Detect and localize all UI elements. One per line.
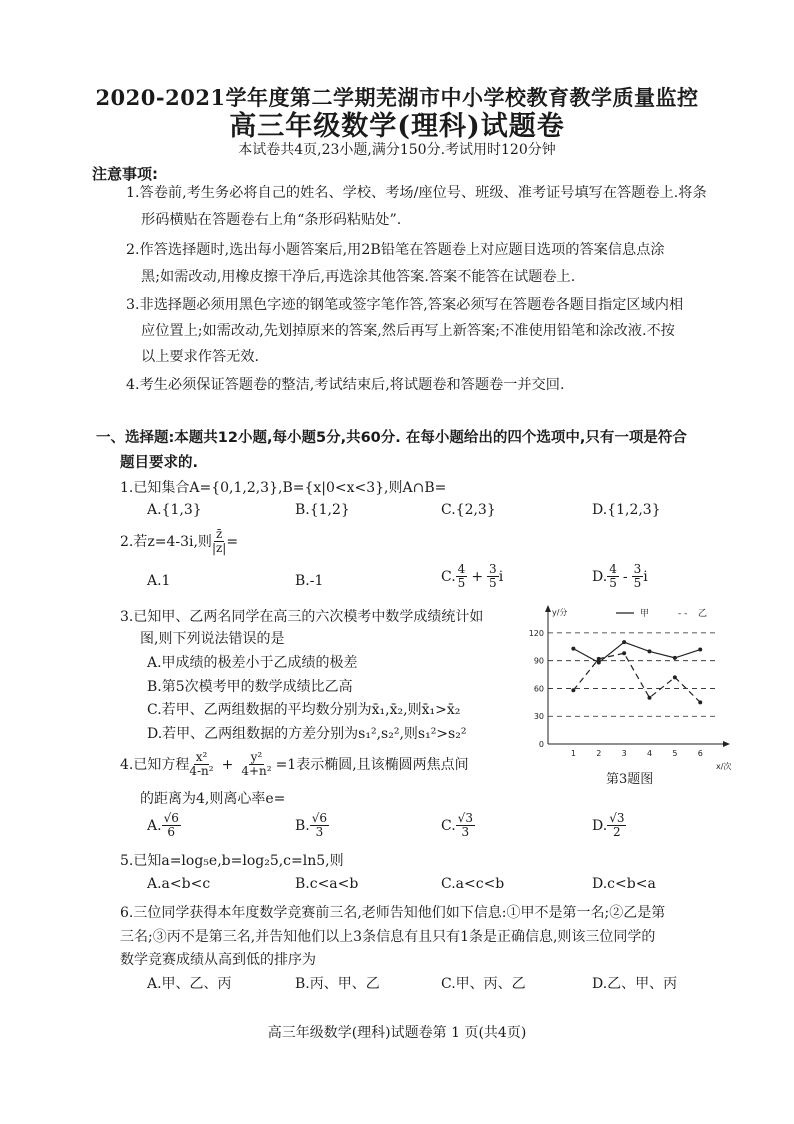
- q3-option-b: B.第5次模考甲的数学成绩比乙高: [147, 679, 353, 695]
- note-line: 4.考生必须保证答题卷的整洁,考试结束后,将试题卷和答题卷一并交回.: [126, 377, 565, 393]
- option-fraction: [162, 812, 181, 839]
- q2-d-op: -: [622, 568, 628, 585]
- legend-label-1: 甲: [640, 609, 650, 619]
- option-fraction: [310, 812, 329, 839]
- frac-num: x²: [195, 750, 208, 764]
- q2-frac-num: z̄: [215, 527, 223, 541]
- exam-title-line2: 高三年级数学(理科)试题卷: [229, 111, 565, 142]
- x-tick-label: 2: [596, 749, 602, 758]
- frac-num: 4: [609, 562, 617, 576]
- data-point: [647, 696, 651, 700]
- q1-option-b: B.{1,2}: [295, 502, 350, 518]
- series-line-1: [573, 642, 700, 662]
- frac-num: √3: [457, 811, 473, 825]
- q2-c-frac2: [487, 563, 499, 590]
- q1-option-c: C.{2,3}: [441, 502, 496, 518]
- q4-option-c: [441, 812, 475, 839]
- y-axis-label: y/分: [552, 608, 568, 617]
- section-line1: 一、选择题:本题共12小题,每小题5分,共60分. 在每小题给出的四个选项中,只有一项是符合: [96, 430, 687, 446]
- q2-d-frac1: [607, 563, 619, 590]
- frac-den: 5: [609, 576, 617, 590]
- q2-option-b: B.-1: [295, 573, 324, 589]
- frac-den: 3: [461, 825, 470, 839]
- q4-frac-x: [189, 751, 213, 778]
- notes-heading: 注意事项:: [92, 165, 158, 183]
- section-line2: 题目要求的.: [120, 455, 199, 471]
- q2-d-i: i: [643, 568, 648, 585]
- data-point: [698, 648, 702, 652]
- frac-den: 5: [633, 576, 642, 590]
- figure-caption: 第3题图: [606, 772, 654, 787]
- data-point: [571, 688, 575, 692]
- note-line: 1.答卷前,考生务必将自己的姓名、学校、考场/座位号、班级、准考证号填写在答题卷上.将条: [126, 185, 707, 201]
- q5-option-b: B.c<a<b: [295, 876, 359, 892]
- option-fraction: [456, 812, 475, 839]
- frac-num: y²: [250, 750, 263, 764]
- q3-option-c: C.若甲、乙两组数据的平均数分别为x̄₁,x̄₂,则x̄₁>x̄₂: [147, 702, 461, 718]
- question-4-stem: [120, 751, 469, 778]
- frac-den: 5: [489, 576, 497, 590]
- q2-option-d: [592, 563, 648, 590]
- q5-option-d: D.c<b<a: [592, 876, 656, 892]
- note-line: 3.非选择题必须用黑色字迹的钢笔或签字笔作答,答案必须写在答题卷各题目指定区域内相: [126, 297, 684, 313]
- question-1-stem: 1.已知集合A={0,1,2,3},B={x|0<x<3},则A∩B=: [120, 480, 447, 496]
- y-tick-label: 90: [533, 656, 544, 666]
- q2-c-frac1: [456, 563, 468, 590]
- question-6-stem-line1: 6.三位同学获得本年度数学竞赛前三名,老师告知他们如下信息:①甲不是第一名;②乙是第: [120, 905, 666, 921]
- frac-den: 4-n²: [189, 764, 214, 778]
- question-5-stem: 5.已知a=log₅e,b=log₂5,c=ln5,则: [120, 853, 344, 869]
- legend-label-2: 乙: [698, 609, 708, 619]
- note-line: 以上要求作答无效.: [141, 349, 260, 365]
- note-line: 2.作答选择题时,选出每小题答案后,用2B铅笔在答题卷上对应题目选项的答案信息点涂: [126, 242, 665, 258]
- q5-option-a: A.a<b<c: [147, 876, 211, 892]
- q1-option-a: A.{1,3}: [147, 502, 202, 518]
- q4-op: +: [221, 756, 234, 773]
- question-6-stem-line3: 数学竞赛成绩从高到低的排序为: [120, 952, 316, 968]
- q3-option-a: A.甲成绩的极差小于乙成绩的极差: [147, 655, 358, 671]
- x-tick-label: 6: [697, 749, 703, 758]
- option-label: C.: [441, 817, 456, 834]
- x-tick-label: 5: [672, 749, 678, 758]
- question-3-stem-line2: 图,则下列说法错误的是: [140, 631, 285, 647]
- section-heading: [96, 426, 716, 476]
- frac-den: 2: [613, 825, 621, 839]
- q5-option-c: C.a<c<b: [441, 876, 505, 892]
- question-3-stem-line1: 3.已知甲、乙两名同学在高三的六次模考中数学成绩统计如: [120, 609, 484, 625]
- note-line: 应位置上;如需改动,先划掉原来的答案,然后再写上新答案;不准使用铅笔和涂改液.不按: [141, 323, 675, 339]
- y-tick-label: 30: [533, 712, 544, 722]
- q2-stem-suffix: =: [226, 533, 239, 550]
- q4-stem-prefix: 4.已知方程: [120, 756, 190, 773]
- note-line: 黑;如需改动,用橡皮擦干净后,再选涂其他答案.答案不能答在试题卷上.: [141, 269, 576, 285]
- x-axis-arrow: [723, 741, 730, 747]
- frac-num: √6: [311, 811, 328, 825]
- q6-option-a: A.甲、乙、丙: [147, 976, 232, 992]
- question-2-stem: [120, 528, 238, 555]
- q2-d-label: D.: [592, 568, 608, 585]
- q2-c-op: +: [471, 568, 484, 585]
- q2-stem-prefix: 2.若z=4-3i,则: [120, 533, 212, 550]
- note-line: 形码横贴在答题卷右上角“条形码粘贴处”.: [141, 212, 402, 228]
- q2-c-i: i: [498, 568, 504, 585]
- q3-option-d: D.若甲、乙两组数据的方差分别为s₁²,s₂²,则s₁²>s₂²: [147, 726, 467, 742]
- x-tick-label: 3: [621, 749, 627, 758]
- q3-line-chart: [528, 604, 738, 774]
- y-tick-label: 60: [533, 684, 544, 694]
- q4-option-b: [295, 812, 329, 839]
- exam-subtitle: 本试卷共4页,23小题,满分150分.考试用时120分钟: [238, 142, 556, 158]
- frac-den: 5: [457, 576, 466, 590]
- data-point: [647, 649, 651, 653]
- frac-den: 6: [167, 825, 176, 839]
- y-axis-arrow: [545, 605, 551, 612]
- option-label: D.: [592, 817, 608, 834]
- q2-c-label: C.: [441, 568, 456, 585]
- option-label: A.: [147, 817, 162, 834]
- frac-num: 3: [489, 562, 497, 576]
- x-axis-label: x/次: [716, 762, 732, 771]
- q6-option-d: D.乙、甲、丙: [592, 976, 678, 992]
- data-point: [571, 647, 575, 651]
- y-tick-label: 120: [528, 628, 544, 638]
- frac-den: 4+n²: [241, 764, 272, 778]
- q2-option-c: [441, 563, 503, 590]
- q6-option-c: C.甲、丙、乙: [441, 976, 526, 992]
- frac-den: 3: [315, 825, 324, 839]
- data-point: [673, 656, 677, 660]
- q6-option-b: B.丙、甲、乙: [295, 976, 380, 992]
- option-fraction: [607, 812, 626, 839]
- q2-frac-den: |z|: [211, 541, 227, 555]
- q4-option-d: [592, 812, 626, 839]
- q2-stem-fraction: [212, 528, 226, 555]
- y-tick-label: 0: [538, 740, 544, 749]
- q2-d-frac2: [632, 563, 644, 590]
- x-tick-label: 4: [646, 749, 653, 758]
- series-line-2: [573, 653, 700, 702]
- q4-stem-suffix: =1表示椭圆,且该椭圆两焦点间: [275, 756, 469, 773]
- page-footer: 高三年级数学(理科)试题卷第 1 页(共4页): [267, 1025, 527, 1041]
- q4-option-a: [147, 812, 181, 839]
- data-point: [597, 661, 601, 665]
- data-point: [622, 640, 626, 644]
- frac-num: √6: [163, 811, 179, 825]
- option-label: B.: [295, 817, 310, 834]
- question-4-stem-line2: 的距离为4,则离心率e=: [140, 791, 286, 807]
- x-tick-label: 1: [570, 749, 576, 758]
- frac-num: √3: [609, 811, 625, 825]
- data-point: [673, 675, 677, 679]
- q4-frac-y: [241, 751, 271, 778]
- frac-num: 4: [457, 562, 466, 576]
- q2-option-a: A.1: [147, 573, 171, 589]
- data-point: [622, 651, 626, 655]
- data-point: [698, 700, 702, 704]
- legend-dash-swatch: - -: [678, 609, 688, 619]
- frac-num: 3: [633, 562, 642, 576]
- question-6-stem-line2: 三名;③丙不是第三名,并告知他们以上3条信息有且只有1条是正确信息,则该三位同学的: [120, 929, 656, 945]
- q1-option-d: D.{1,2,3}: [592, 502, 661, 518]
- data-point: [597, 657, 601, 661]
- exam-title-line1: 2020-2021学年度第二学期芜湖市中小学校教育教学质量监控: [95, 85, 699, 110]
